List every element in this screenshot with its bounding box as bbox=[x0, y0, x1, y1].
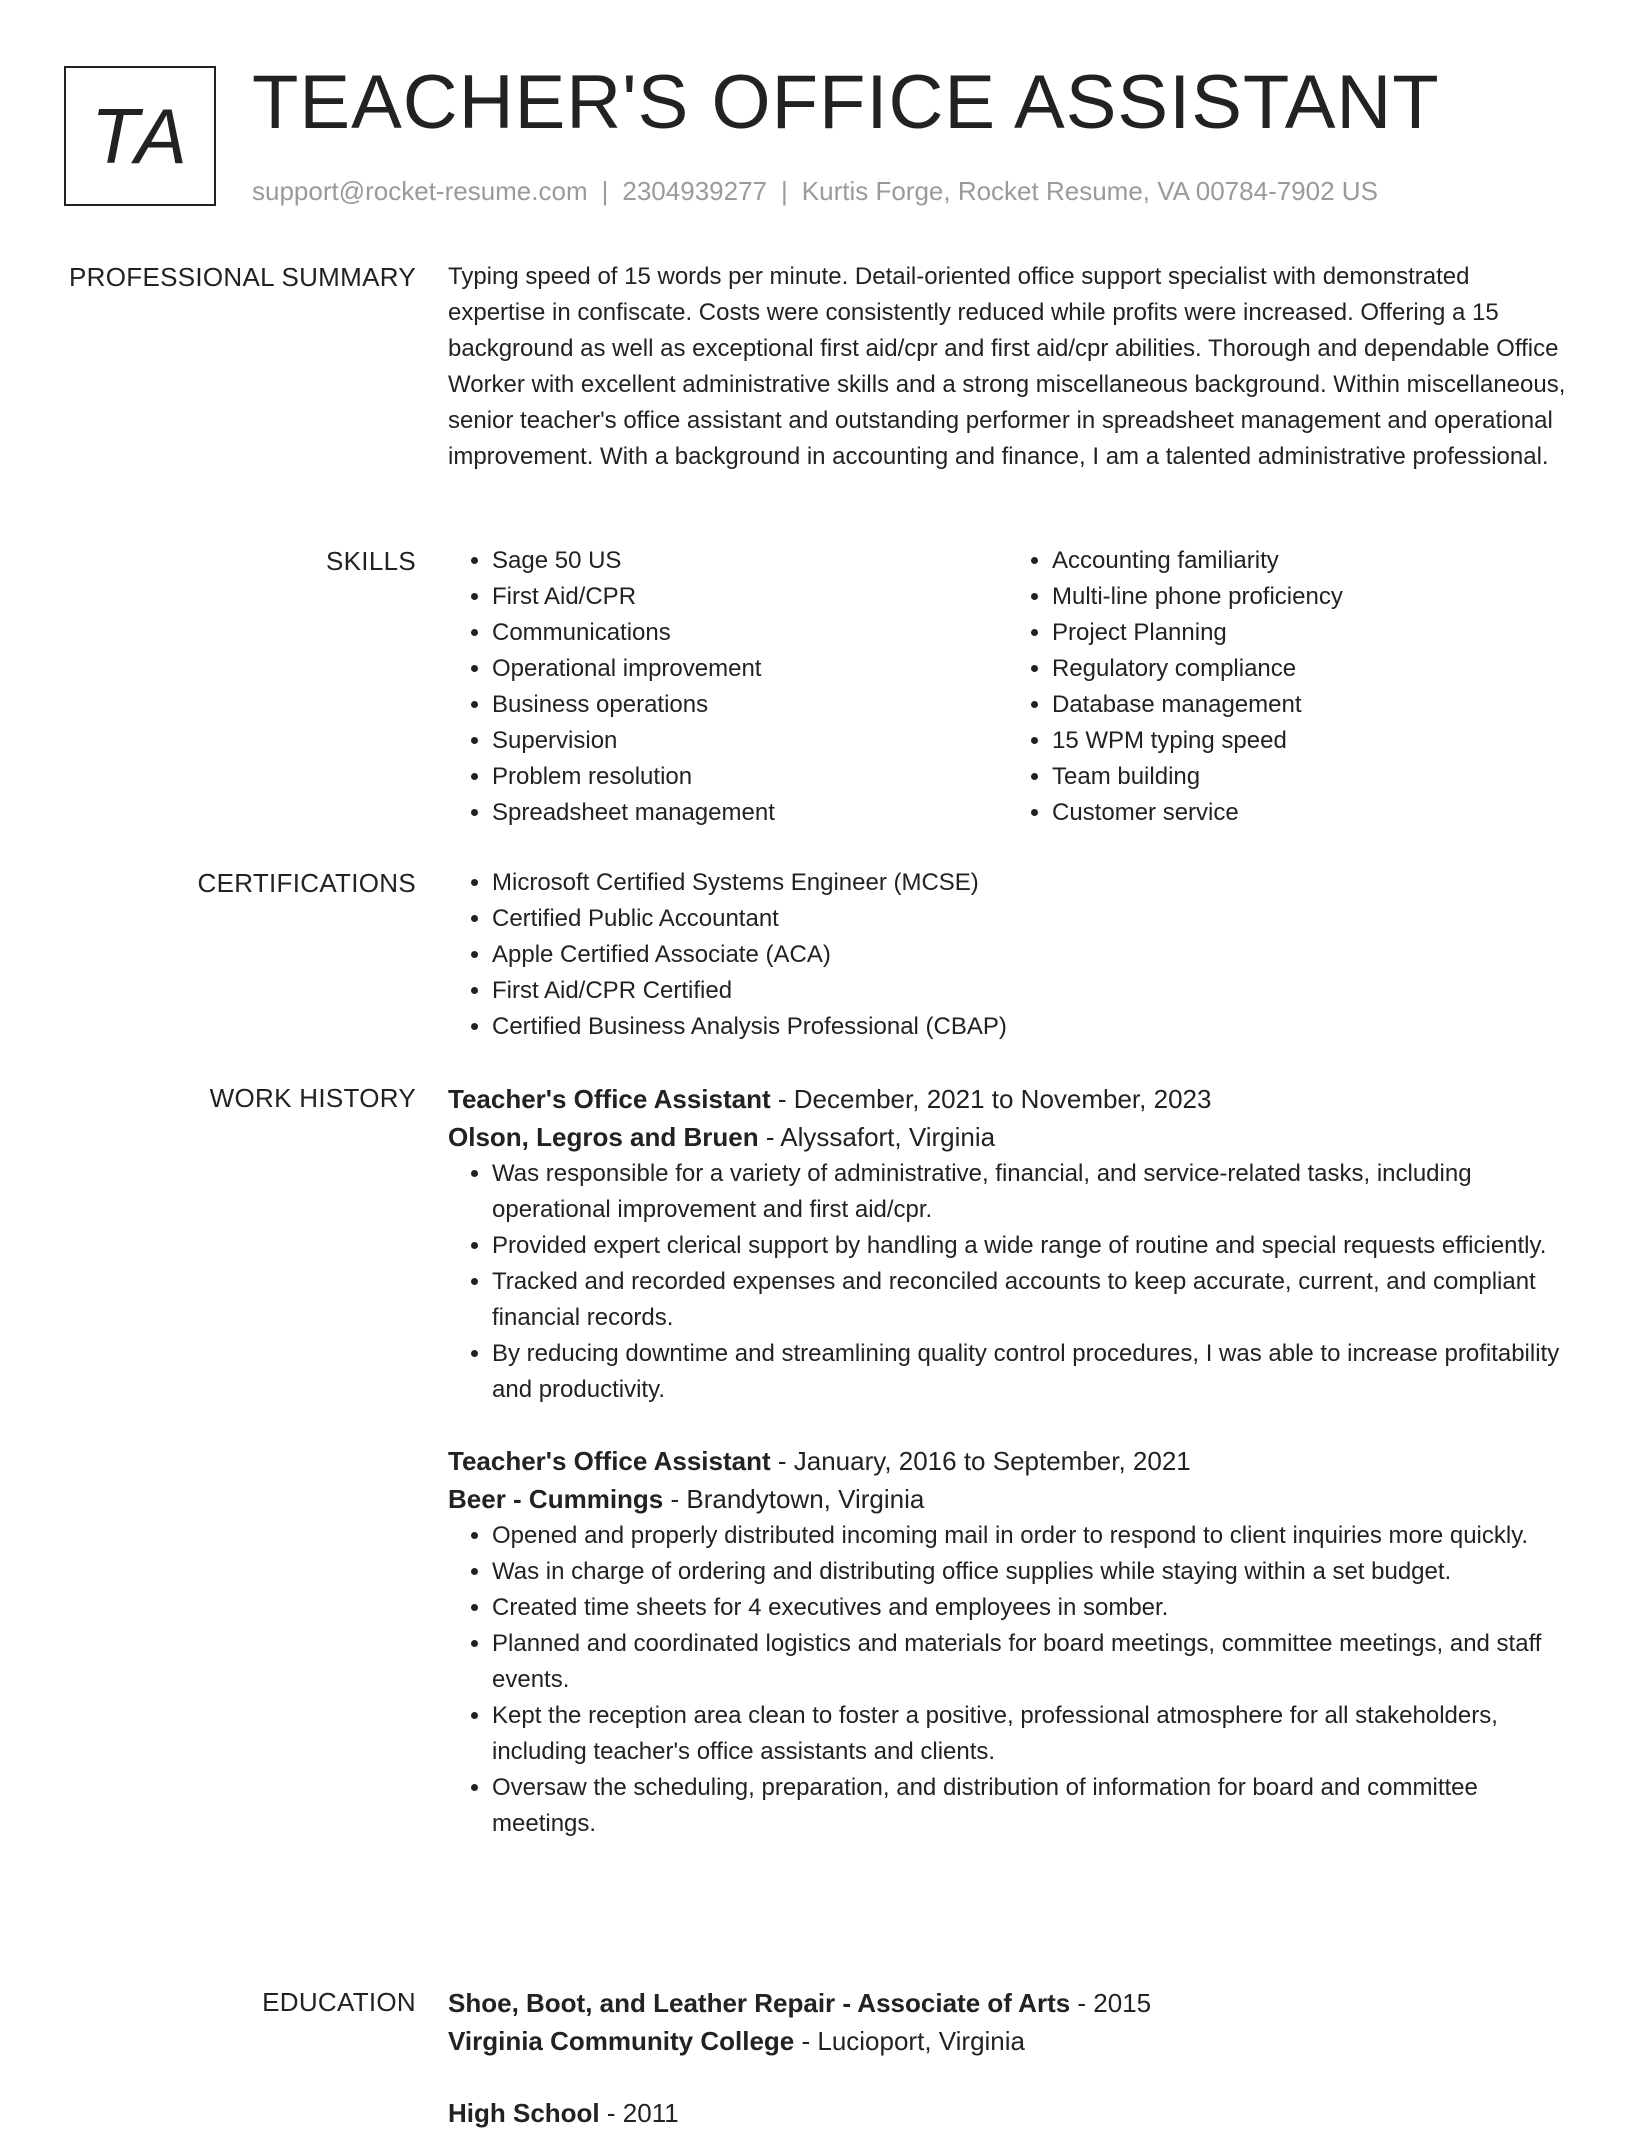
list-item: • Planned and coordinated logistics and materials for board meetings, committee meetings, and staff events. bbox=[492, 1626, 1568, 1698]
list-item: • Spreadsheet management bbox=[492, 795, 1008, 831]
degree-year: - 2015 bbox=[1070, 1988, 1152, 2018]
separator: | bbox=[601, 176, 609, 206]
certifications-body bbox=[448, 865, 1568, 1045]
job-company-line bbox=[448, 1118, 1568, 1156]
job-title-line bbox=[448, 1442, 1568, 1480]
job-title: Teacher's Office Assistant bbox=[448, 1084, 771, 1114]
list-item: • Tracked and recorded expenses and reconciled accounts to keep accurate, current, and compliant financial records. bbox=[492, 1264, 1568, 1336]
company-name: Olson, Legros and Bruen bbox=[448, 1122, 759, 1152]
job-entry bbox=[448, 1442, 1568, 1842]
section-label: WORK HISTORY bbox=[209, 1083, 416, 1113]
school-location: - Lucioport, Virginia bbox=[794, 2026, 1025, 2056]
job-title-line bbox=[448, 1080, 1568, 1118]
list-item: • Project Planning bbox=[1052, 615, 1568, 651]
job-dates: - January, 2016 to September, 2021 bbox=[770, 1446, 1191, 1476]
list-item: • Certified Public Accountant bbox=[492, 901, 1568, 937]
section-label: SKILLS bbox=[326, 546, 416, 576]
list-item: • Supervision bbox=[492, 723, 1008, 759]
skills-list-right bbox=[1008, 543, 1568, 831]
job-dates: - December, 2021 to November, 2023 bbox=[770, 1084, 1212, 1114]
list-item: • Multi-line phone proficiency bbox=[1052, 579, 1568, 615]
list-item: • Operational improvement bbox=[492, 651, 1008, 687]
job-company-line bbox=[448, 1480, 1568, 1518]
separator: | bbox=[781, 176, 788, 206]
section-label: EDUCATION bbox=[262, 1987, 416, 2017]
job-bullets bbox=[448, 1156, 1568, 1408]
job-bullets bbox=[448, 1518, 1568, 1842]
job-title: Teacher's Office Assistant bbox=[448, 1446, 771, 1476]
list-item: • Database management bbox=[1052, 687, 1568, 723]
job-location: - Brandytown, Virginia bbox=[663, 1484, 925, 1514]
list-item: • By reducing downtime and streamlining quality control procedures, I was able to increase profitability and productivity. bbox=[492, 1336, 1568, 1408]
degree-year: - 2011 bbox=[599, 2098, 679, 2128]
work-history-body bbox=[448, 1080, 1568, 1842]
company-name: Beer - Cummings bbox=[448, 1484, 664, 1514]
resume-title: TEACHER'S OFFICE ASSISTANT bbox=[252, 60, 1440, 145]
list-item: • First Aid/CPR Certified bbox=[492, 973, 1568, 1009]
contact-line bbox=[252, 174, 1378, 208]
list-item: • Customer service bbox=[1052, 795, 1568, 831]
list-item: • Certified Business Analysis Professional (CBAP) bbox=[492, 1009, 1568, 1045]
school-line bbox=[448, 2022, 1568, 2060]
monogram-logo: TA bbox=[64, 66, 216, 206]
degree-name: High School bbox=[448, 2098, 600, 2128]
list-item: • Sage 50 US bbox=[492, 543, 1008, 579]
phone-number: 2304939277 bbox=[622, 176, 767, 206]
list-item: • Provided expert clerical support by handling a wide range of routine and special requests efficiently. bbox=[492, 1228, 1568, 1264]
degree-line bbox=[448, 1984, 1568, 2022]
school-name: Virginia Community College bbox=[448, 2026, 795, 2056]
list-item: • Team building bbox=[1052, 759, 1568, 795]
address: Kurtis Forge, Rocket Resume, VA 00784-7902 US bbox=[801, 176, 1378, 206]
skills-columns bbox=[448, 543, 1568, 831]
list-item: • 15 WPM typing speed bbox=[1052, 723, 1568, 759]
list-item: • Apple Certified Associate (ACA) bbox=[492, 937, 1568, 973]
education-body bbox=[448, 1984, 1568, 2132]
section-label: PROFESSIONAL SUMMARY bbox=[69, 262, 416, 292]
section-label: CERTIFICATIONS bbox=[197, 868, 416, 898]
list-item: • Business operations bbox=[492, 687, 1008, 723]
list-item: • Opened and properly distributed incoming mail in order to respond to client inquiries more quickly. bbox=[492, 1518, 1568, 1554]
list-item: • Accounting familiarity bbox=[1052, 543, 1568, 579]
certifications-list bbox=[448, 865, 1568, 1045]
education-entry bbox=[448, 1984, 1568, 2060]
skills-list-left bbox=[448, 543, 1008, 831]
list-item: • Regulatory compliance bbox=[1052, 651, 1568, 687]
job-location: - Alyssafort, Virginia bbox=[758, 1122, 996, 1152]
degree-name: Shoe, Boot, and Leather Repair - Associate of Arts bbox=[448, 1988, 1071, 2018]
education-entry bbox=[448, 2094, 1568, 2132]
job-entry bbox=[448, 1080, 1568, 1408]
list-item: • Was in charge of ordering and distributing office supplies while staying within a set budget. bbox=[492, 1554, 1568, 1590]
email-link[interactable]: support@rocket-resume.com bbox=[252, 176, 588, 206]
list-item: • First Aid/CPR bbox=[492, 579, 1008, 615]
list-item: • Microsoft Certified Systems Engineer (MCSE) bbox=[492, 865, 1568, 901]
summary-body bbox=[448, 259, 1568, 475]
list-item: • Communications bbox=[492, 615, 1008, 651]
list-item: • Was responsible for a variety of administrative, financial, and service-related tasks, including operational improvement and first aid/cpr. bbox=[492, 1156, 1568, 1228]
summary-text: Typing speed of 15 words per minute. Detail-oriented office support specialist with demonstrated expertise in confiscate. Costs were consistently reduced while profits were increased. Offering a 15 background as well as exceptional first aid/cpr and first aid/cpr abilities. Thorough and dependable Office Worker with excellent administrative skills and a strong miscellaneous background. Within miscellaneous, senior teacher's office assistant and outstanding performer in spreadsheet management and operational improvement. With a background in accounting and finance, I am a talented administrative professional. bbox=[448, 263, 1566, 470]
list-item: • Created time sheets for 4 executives and employees in somber. bbox=[492, 1590, 1568, 1626]
list-item: • Kept the reception area clean to foster a positive, professional atmosphere for all stakeholders, including teacher's office assistants and clients. bbox=[492, 1698, 1568, 1770]
degree-line bbox=[448, 2094, 1568, 2132]
list-item: • Problem resolution bbox=[492, 759, 1008, 795]
list-item: • Oversaw the scheduling, preparation, and distribution of information for board and committee meetings. bbox=[492, 1770, 1568, 1842]
